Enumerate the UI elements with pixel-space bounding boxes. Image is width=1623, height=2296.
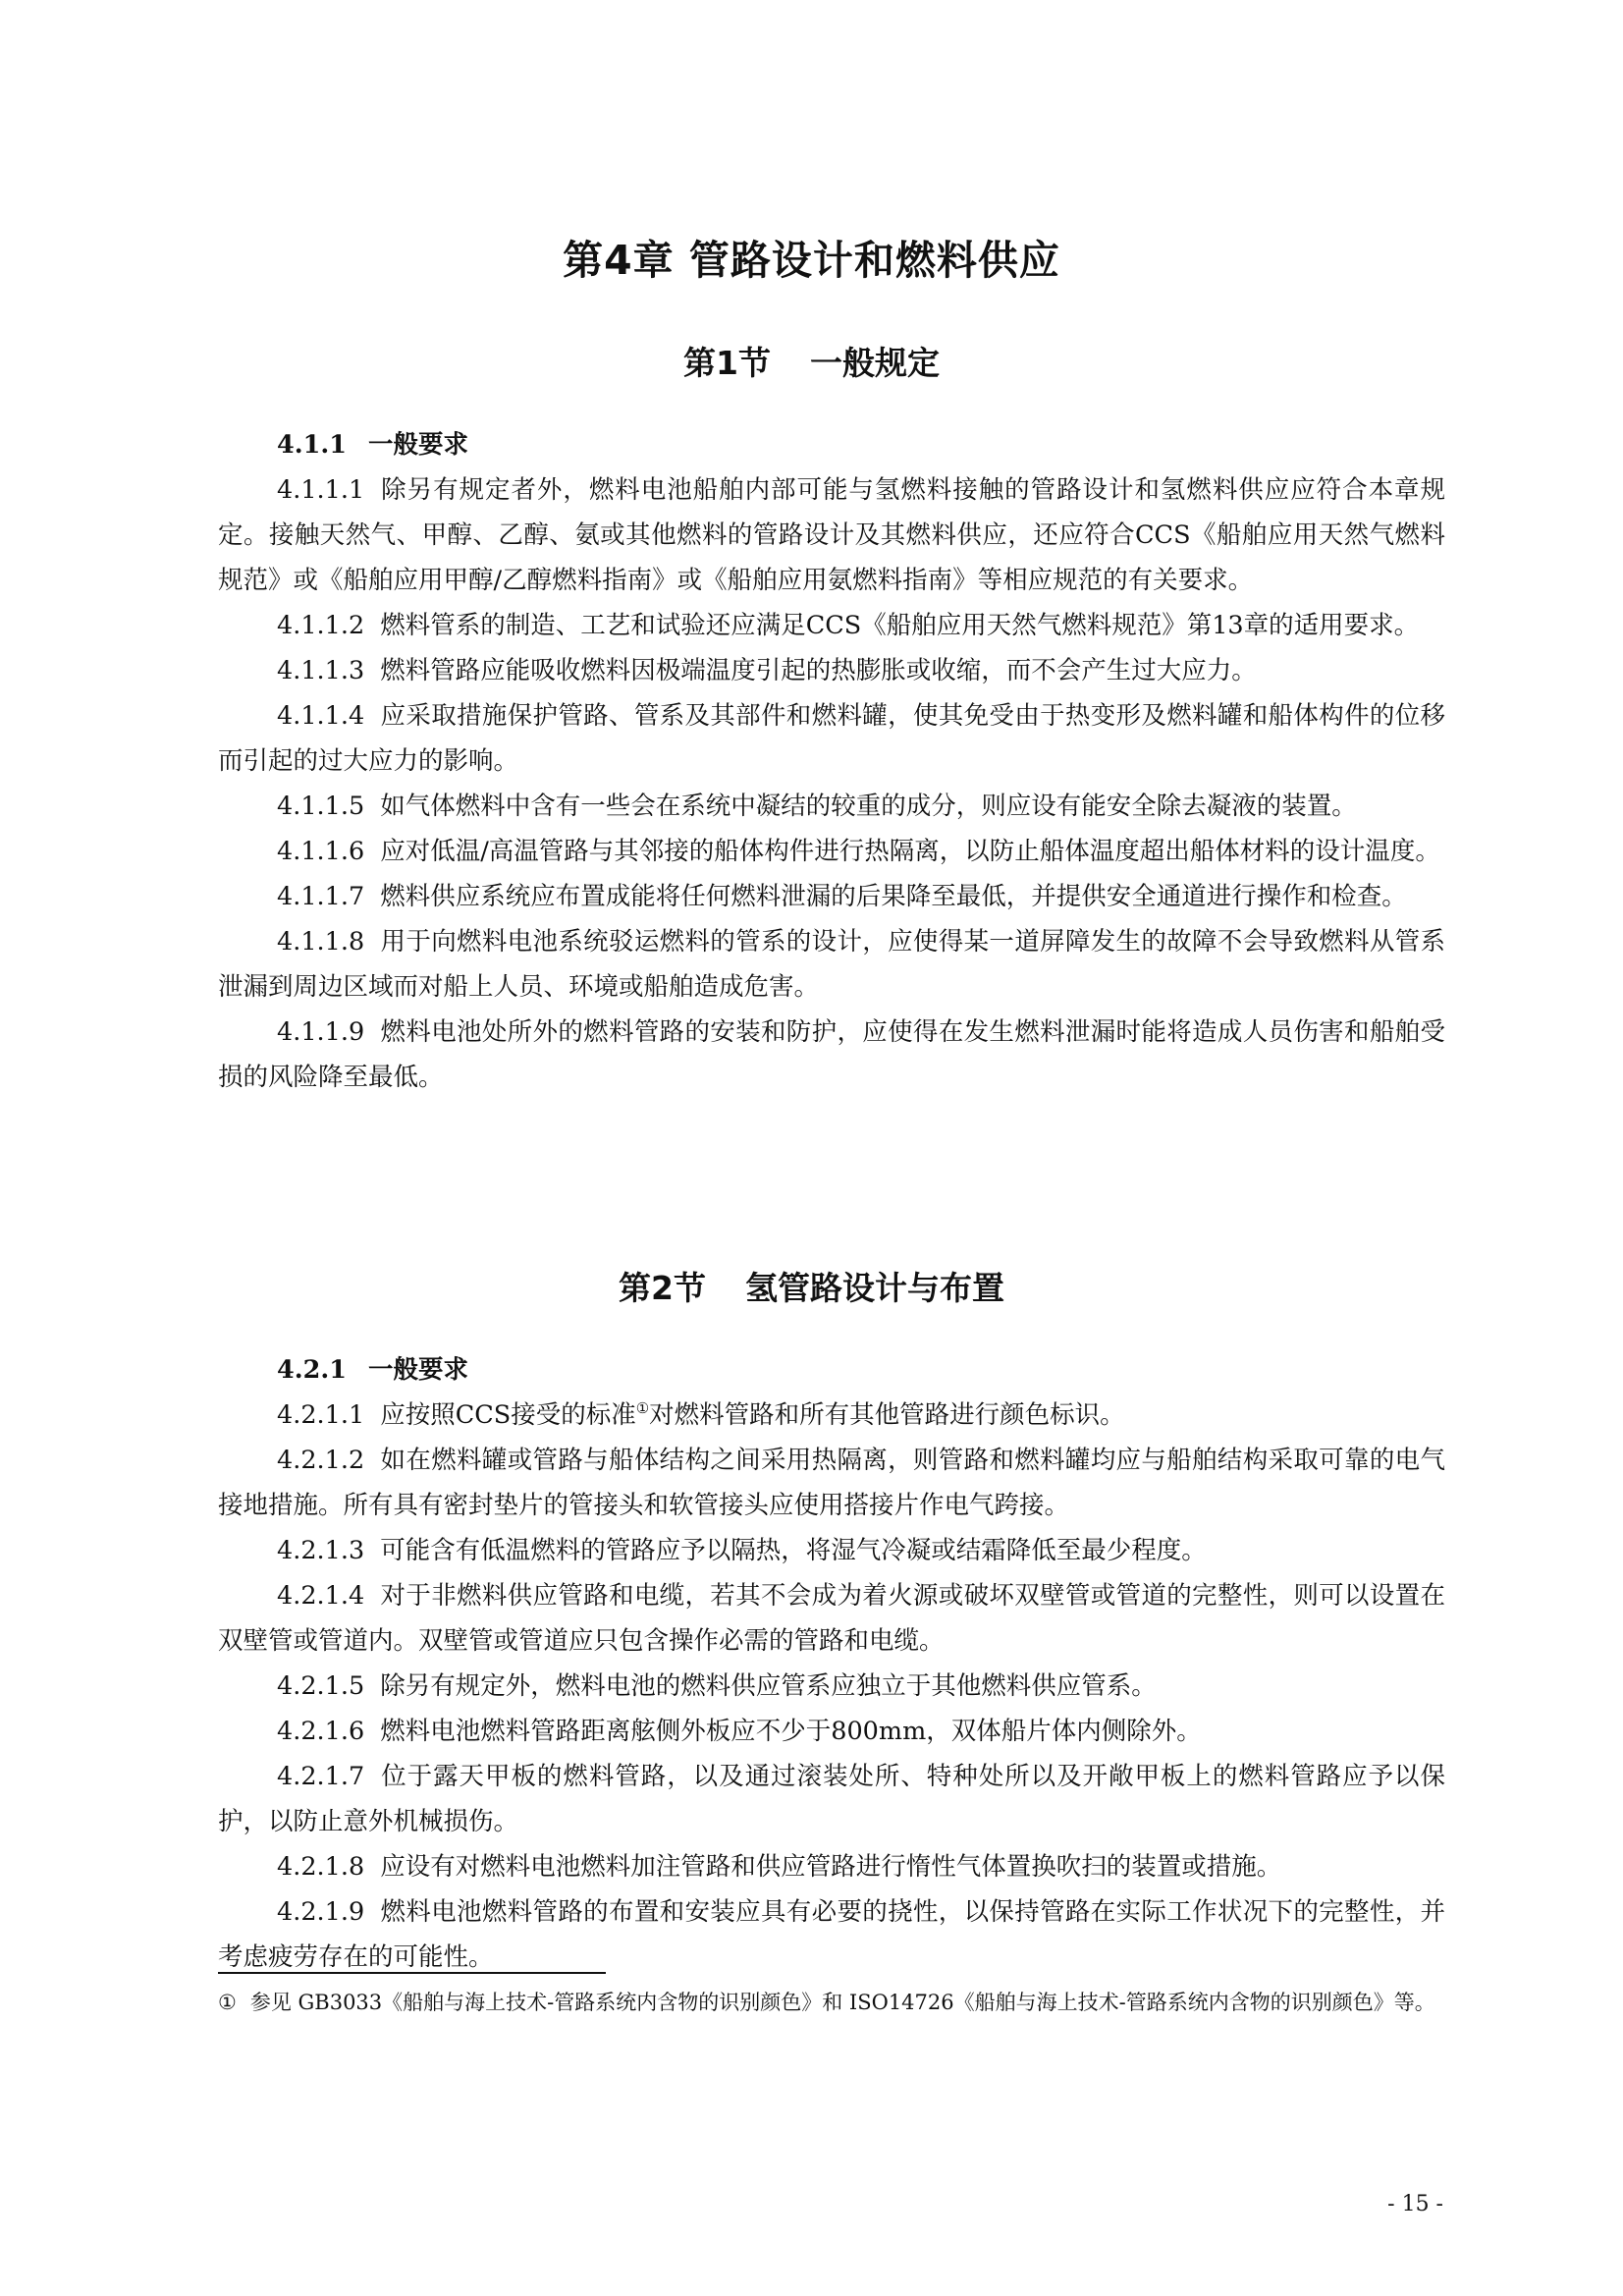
clause-paragraph: 4.2.1.2 如在燃料罐或管路与船体结构之间采用热隔离，则管路和燃料罐均应与船舶结构采取可靠的电气接地措施。所有具有密封垫片的管接头和软管接头应使用搭接片作电气跨接。 (218, 1446, 1445, 1520)
clause-paragraph: 4.2.1.4 对于非燃料供应管路和电缆，若其不会成为着火源或破坏双壁管或管道的完整性，则可以设置在双壁管或管道内。双壁管或管道应只包含操作必需的管路和电缆。 (218, 1581, 1445, 1656)
clause-paragraph: 4.1.1.9 燃料电池处所外的燃料管路的安装和防护，应使得在发生燃料泄漏时能将造成人员伤害和船舶受损的风险降至最低。 (218, 1017, 1445, 1092)
subsection-heading: 4.1.1 一般要求 (277, 430, 468, 460)
clause-paragraph: 4.2.1.8 应设有对燃料电池燃料加注管路和供应管路进行惰性气体置换吹扫的装置或措施。 (277, 1852, 1282, 1882)
clause-paragraph: 4.1.1.1 除另有规定者外，燃料电池船舶内部可能与氢燃料接触的管路设计和氢燃料供应应符合本章规定。接触天然气、甲醇、乙醇、氨或其他燃料的管路设计及其燃料供应，还应符合CCS《船舶应用天然气燃料规范》或《船舶应用甲醇/乙醇燃料指南》或《船舶应用氨燃料指南》等相应规范的有关要求。 (218, 475, 1445, 595)
clause-paragraph: 4.2.1.3 可能含有低温燃料的管路应予以隔热，将湿气冷凝或结霜降低至最少程度。 (277, 1536, 1207, 1565)
clause-paragraph: 4.1.1.8 用于向燃料电池系统驳运燃料的管系的设计，应使得某一道屏障发生的故障不会导致燃料从管系泄漏到周边区域而对船上人员、环境或船舶造成危害。 (218, 927, 1445, 1002)
clause-paragraph: 4.2.1.1 应按照CCS接受的标准①对燃料管路和所有其他管路进行颜色标识。 (277, 1399, 1125, 1430)
footnote-text: 参见 GB3033《船舶与海上技术-管路系统内含物的识别颜色》和 ISO14726《船舶与海上技术-管路系统内含物的识别颜色》等。 (249, 1991, 1435, 2014)
footnote-divider (218, 1972, 606, 1974)
clause-paragraph: 4.1.1.4 应采取措施保护管路、管系及其部件和燃料罐，使其免受由于热变形及燃料罐和船体构件的位移而引起的过大应力的影响。 (218, 701, 1445, 776)
clause-paragraph: 4.1.1.6 应对低温/高温管路与其邻接的船体构件进行热隔离，以防止船体温度超出船体材料的设计温度。 (277, 837, 1440, 866)
subsection-heading: 4.2.1 一般要求 (277, 1355, 468, 1385)
section-1-number: 第1节 (683, 344, 771, 382)
clause-paragraph: 4.2.1.9 燃料电池燃料管路的布置和安装应具有必要的挠性，以保持管路在实际工作状况下的完整性，并考虑疲劳存在的可能性。 (218, 1897, 1445, 1972)
footnote-reference[interactable]: ① (635, 1399, 650, 1417)
footnote (218, 1988, 1445, 2017)
section-1-name: 一般规定 (809, 344, 940, 382)
clause-paragraph: 4.1.1.5 如气体燃料中含有一些会在系统中凝结的较重的成分，则应设有能安全除去凝液的装置。 (277, 792, 1357, 821)
clause-paragraph: 4.1.1.3 燃料管路应能吸收燃料因极端温度引起的热膨胀或收缩，而不会产生过大应力。 (277, 656, 1257, 685)
clause-paragraph: 4.1.1.2 燃料管系的制造、工艺和试验还应满足CCS《船舶应用天然气燃料规范》第13章的适用要求。 (277, 611, 1420, 640)
footnote-symbol: ① (218, 1991, 237, 2014)
clause-paragraph: 4.2.1.6 燃料电池燃料管路距离舷侧外板应不少于800mm，双体船片体内侧除外。 (277, 1717, 1202, 1746)
page-number: - 15 - (1387, 2192, 1443, 2216)
section-1-title (0, 338, 1623, 384)
clause-paragraph: 4.2.1.7 位于露天甲板的燃料管路，以及通过滚装处所、特种处所以及开敞甲板上的燃料管路应予以保护，以防止意外机械损伤。 (218, 1762, 1445, 1836)
clause-paragraph: 4.1.1.7 燃料供应系统应布置成能将任何燃料泄漏的后果降至最低，并提供安全通道进行操作和检查。 (277, 882, 1407, 911)
section-1-body (218, 422, 1445, 1100)
section-2-name: 氢管路设计与布置 (744, 1269, 1004, 1307)
section-2-body (218, 1347, 1445, 1980)
section-2-title (0, 1263, 1623, 1309)
clause-paragraph: 4.2.1.5 除另有规定外，燃料电池的燃料供应管系应独立于其他燃料供应管系。 (277, 1671, 1157, 1701)
section-2-number: 第2节 (619, 1269, 706, 1307)
chapter-title: 第4章 管路设计和燃料供应 (563, 237, 1060, 284)
